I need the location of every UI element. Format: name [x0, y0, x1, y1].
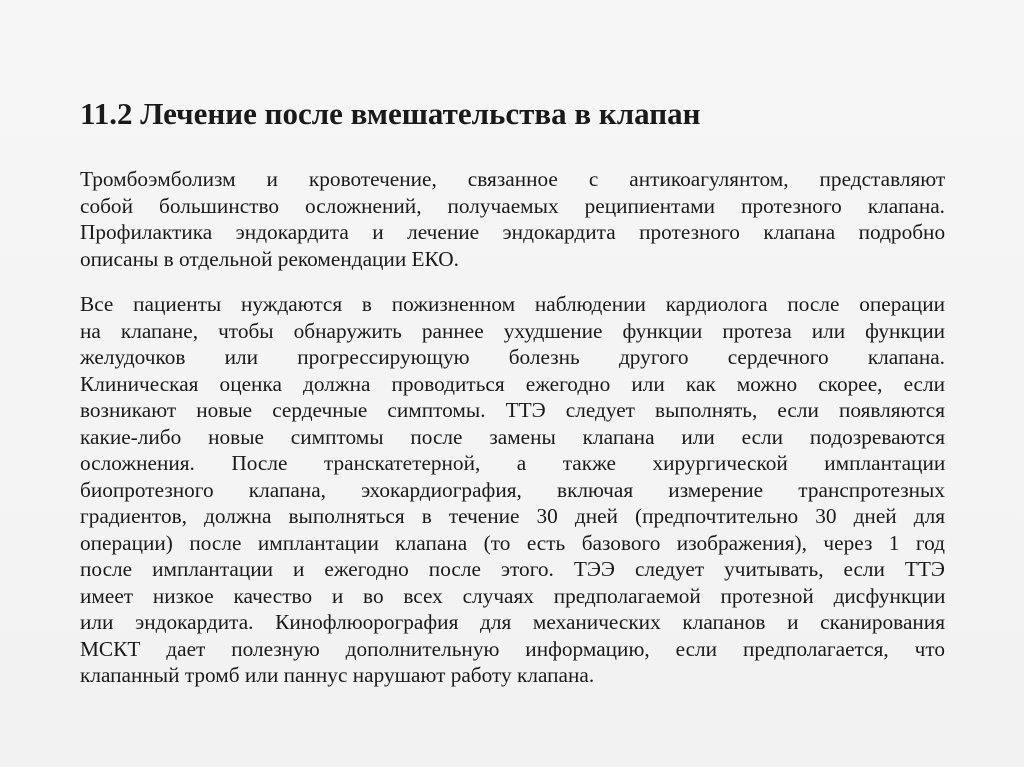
paragraph-line: или эндокардита. Кинофлюорография для механических клапанов и сканирования — [80, 610, 945, 634]
paragraph-line: Все пациенты нуждаются в пожизненном наблюдении кардиолога после операции — [80, 292, 945, 316]
paragraph-line: описаны в отдельной рекомендации ЕКО. — [80, 246, 459, 271]
paragraph-line: желудочков или прогрессирующую болезнь другого сердечного клапана. — [80, 345, 945, 369]
page-title: 11.2 Лечение после вмешательства в клапан — [80, 96, 701, 131]
paragraph-line: осложнения. После транскатетерной, а также хирургической имплантации — [80, 451, 946, 475]
paragraph-line: МСКТ дает полезную дополнительную информацию, если предполагается, что — [80, 636, 945, 661]
paragraph-line: имеет низкое качество и во всех случаях предполагаемой протезной дисфункции — [80, 583, 946, 608]
paragraph-2 — [80, 291, 945, 689]
paragraph-line: клапанный тромб или паннус нарушают работу клапана. — [80, 663, 595, 687]
paragraph-line: операции) после имплантации клапана (то есть базового изображения), через 1 год — [80, 530, 945, 555]
paragraph-line: биопротезного клапана, эхокардиография, включая измерение транспротезных — [80, 477, 945, 502]
paragraph-line: после имплантации и ежегодно после этого. ТЭЭ следует учитывать, если ТТЭ — [80, 557, 945, 581]
paragraph-line: градиентов, должна выполняться в течение 30 дней (предпочтительно 30 дней для — [80, 504, 945, 528]
paragraph-1 — [80, 166, 945, 272]
paragraph-line: Клиническая оценка должна проводиться ежегодно или как можно скорее, если — [80, 371, 946, 396]
paragraph-line: возникают новые сердечные симптомы. ТТЭ следует выполнять, если появляются — [80, 398, 946, 422]
paragraph-line: какие-либо новые симптомы после замены клапана или если подозреваются — [80, 424, 945, 449]
paragraph-line: собой большинство осложнений, получаемых реципиентами протезного клапана. — [80, 193, 945, 218]
paragraph-line: Тромбоэмболизм и кровотечение, связанное с антикоагулянтом, представляют — [80, 167, 946, 191]
paragraph-line: на клапане, чтобы обнаружить раннее ухудшение функции протеза или функции — [80, 318, 945, 343]
paragraph-line: Профилактика эндокардита и лечение эндокардита протезного клапана подробно — [80, 220, 946, 244]
